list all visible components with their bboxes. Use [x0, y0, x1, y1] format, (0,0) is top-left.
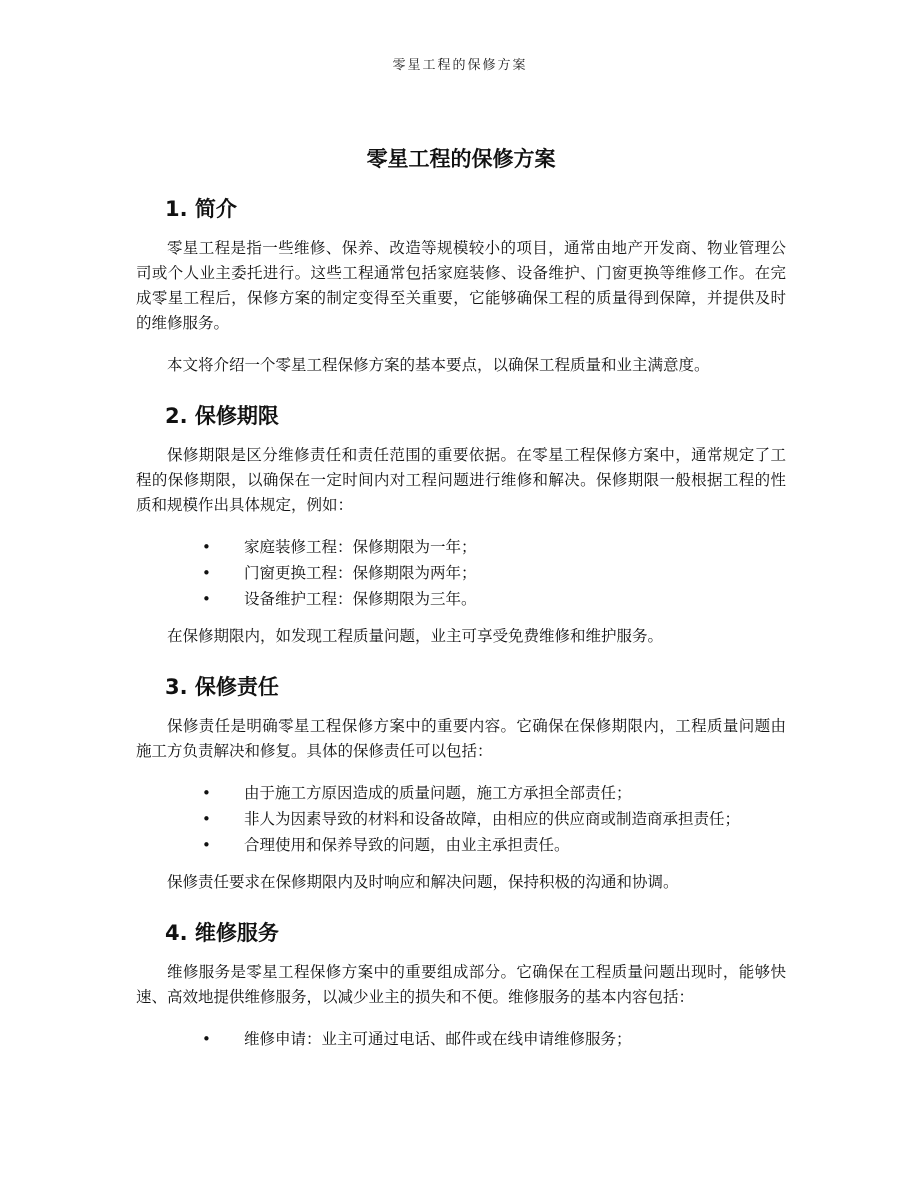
paragraph: 维修服务是零星工程保修方案中的重要组成部分。它确保在工程质量问题出现时，能够快速、高效地提供维修服务，以减少业主的损失和不便。维修服务的基本内容包括：	[136, 963, 786, 1006]
bullet-icon: •	[202, 564, 211, 582]
list-item: • 非人为因素导致的材料和设备故障，由相应的供应商或制造商承担责任；	[136, 807, 786, 832]
list-item: • 维修申请：业主可通过电话、邮件或在线申请维修服务；	[136, 1027, 786, 1052]
document-body	[136, 144, 786, 1064]
bullet-list	[136, 1027, 786, 1052]
paragraph: 在保修期限内，如发现工程质量问题，业主可享受免费维修和维护服务。	[167, 627, 664, 645]
section-heading-repair-service: 4. 维修服务	[165, 921, 279, 945]
section-heading-intro: 1. 简介	[165, 197, 237, 221]
bullet-list	[136, 535, 786, 612]
list-item: • 合理使用和保养导致的问题，由业主承担责任。	[136, 833, 786, 858]
paragraph: 本文将介绍一个零星工程保修方案的基本要点，以确保工程质量和业主满意度。	[167, 356, 710, 374]
bullet-icon: •	[202, 784, 211, 802]
list-item: • 家庭装修工程：保修期限为一年；	[136, 535, 786, 560]
paragraph: 保修责任要求在保修期限内及时响应和解决问题，保持积极的沟通和协调。	[167, 873, 679, 891]
list-item: • 门窗更换工程：保修期限为两年；	[136, 561, 786, 586]
bullet-icon: •	[202, 1030, 211, 1048]
bullet-list	[136, 781, 786, 858]
paragraph: 保修期限是区分维修责任和责任范围的重要依据。在零星工程保修方案中，通常规定了工程的保修期限，以确保在一定时间内对工程问题进行维修和解决。保修期限一般根据工程的性质和规模作出具体规定，例如：	[136, 446, 786, 514]
list-item: • 设备维护工程：保修期限为三年。	[136, 587, 786, 612]
running-header: 零星工程的保修方案	[392, 58, 528, 73]
section-heading-warranty-responsibility: 3. 保修责任	[165, 675, 279, 699]
bullet-icon: •	[202, 810, 211, 828]
bullet-icon: •	[202, 538, 211, 556]
section-heading-warranty-period: 2. 保修期限	[165, 404, 279, 428]
paragraph: 零星工程是指一些维修、保养、改造等规模较小的项目，通常由地产开发商、物业管理公司或个人业主委托进行。这些工程通常包括家庭装修、设备维护、门窗更换等维修工作。在完成零星工程后，保修方案的制定变得至关重要，它能够确保工程的质量得到保障，并提供及时的维修服务。	[136, 239, 786, 332]
paragraph: 保修责任是明确零星工程保修方案中的重要内容。它确保在保修期限内，工程质量问题由施工方负责解决和修复。具体的保修责任可以包括：	[136, 717, 786, 760]
bullet-icon: •	[202, 836, 211, 854]
list-item: • 由于施工方原因造成的质量问题，施工方承担全部责任；	[136, 781, 786, 806]
bullet-icon: •	[202, 590, 211, 608]
document-title: 零星工程的保修方案	[366, 147, 556, 171]
